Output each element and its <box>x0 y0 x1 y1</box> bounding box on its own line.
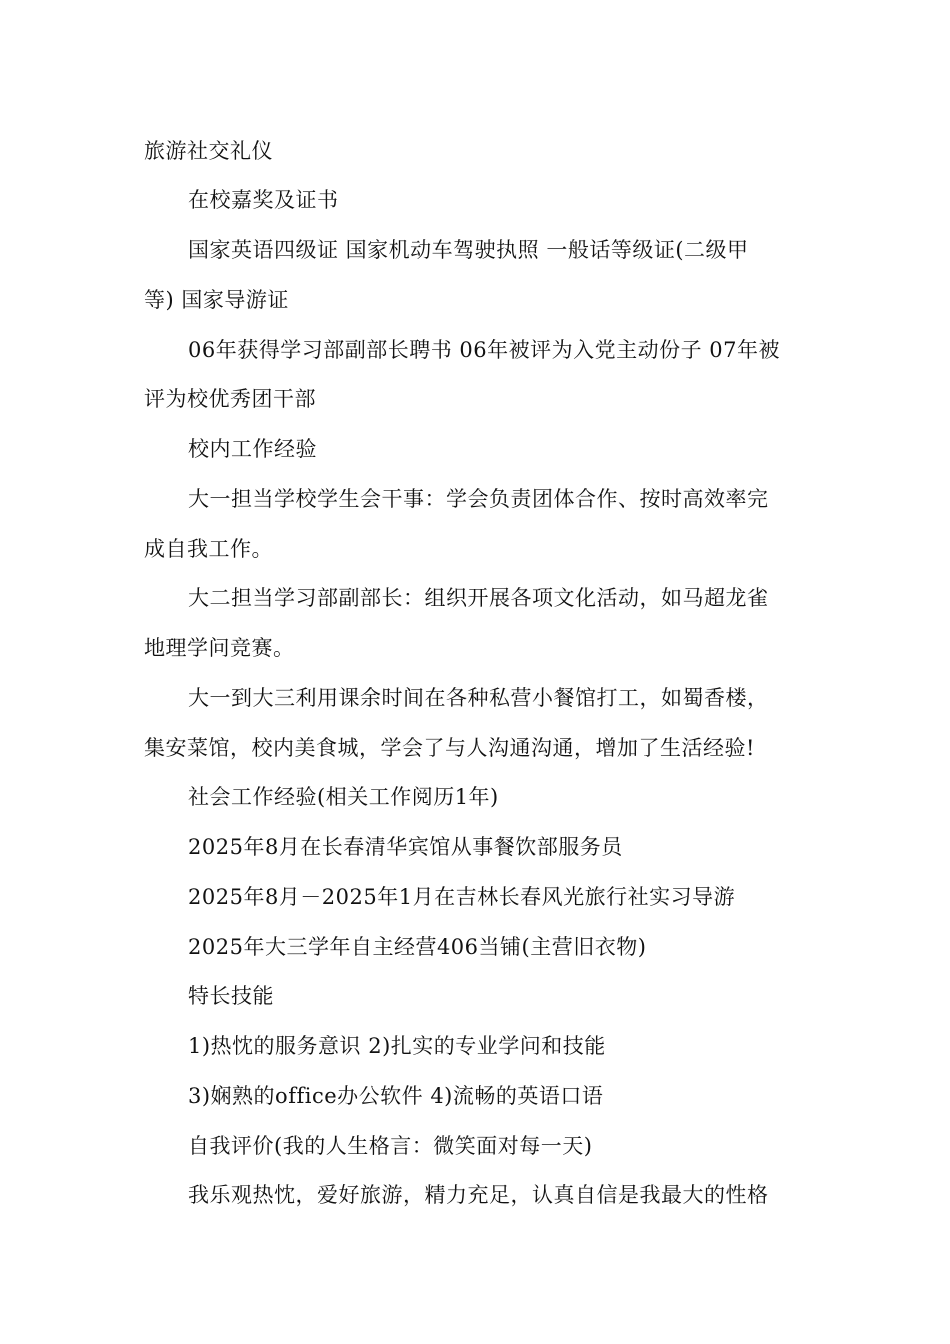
text-line: 国家英语四级证 国家机动车驾驶执照 一般话等级证(二级甲 <box>188 238 749 262</box>
text-line: 2025年8月－2025年1月在吉林长春风光旅行社实习导游 <box>188 885 736 909</box>
text-line: 地理学问竞赛。 <box>144 636 295 660</box>
text-line: 集安菜馆，校内美食城，学会了与人沟通沟通，增加了生活经验! <box>144 736 755 760</box>
text-line: 成自我工作。 <box>144 537 273 561</box>
text-line: 3)娴熟的office办公软件 4)流畅的英语口语 <box>188 1084 604 1108</box>
text-line: 06年获得学习部副部长聘书 06年被评为入党主动份子 07年被 <box>188 338 781 362</box>
text-line: 等) 国家导游证 <box>144 288 289 312</box>
text-line: 大一担当学校学生会干事：学会负责团体合作、按时高效率完 <box>188 487 769 511</box>
text-line: 我乐观热忱，爱好旅游，精力充足，认真自信是我最大的性格 <box>188 1183 769 1207</box>
text-line: 大二担当学习部副部长：组织开展各项文化活动，如马超龙雀 <box>188 586 769 610</box>
text-line: 评为校优秀团干部 <box>144 387 316 411</box>
text-line: 1)热忱的服务意识 2)扎实的专业学问和技能 <box>188 1034 606 1058</box>
section-heading: 社会工作经验(相关工作阅历1年) <box>188 785 499 809</box>
text-line: 2025年8月在长春清华宾馆从事餐饮部服务员 <box>188 835 623 859</box>
section-heading: 特长技能 <box>188 984 274 1008</box>
section-heading: 在校嘉奖及证书 <box>188 188 339 212</box>
section-heading: 校内工作经验 <box>188 437 317 461</box>
text-line: 大一到大三利用课余时间在各种私营小餐馆打工，如蜀香楼， <box>188 686 769 710</box>
section-heading: 自我评价(我的人生格言：微笑面对每一天) <box>188 1134 593 1158</box>
text-line: 旅游社交礼仪 <box>144 139 273 163</box>
text-line: 2025年大三学年自主经营406当铺(主营旧衣物) <box>188 935 647 959</box>
